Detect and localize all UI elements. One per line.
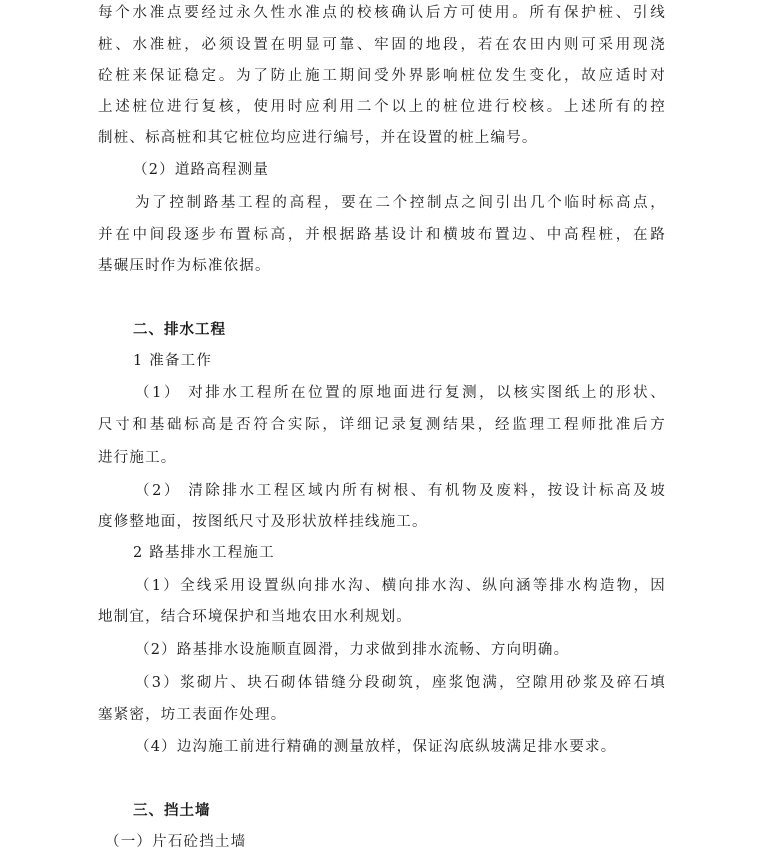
subsection-title: （2）道路高程测量 bbox=[133, 162, 270, 178]
subsection-title: （一）片石砼挡土墙 bbox=[105, 834, 247, 850]
paragraph-line: 砼桩来保证稳定。为了防止施工期间受外界影响桩位发生变化，故应适时对 bbox=[98, 68, 666, 84]
paragraph-line: （1） 对排水工程所在位置的原地面进行复测，以核实图纸上的形状、 bbox=[135, 385, 666, 401]
paragraph-line: 为了控制路基工程的高程，要在二个控制点之间引出几个临时标高点， bbox=[135, 195, 666, 211]
subsection-title: 1 准备工作 bbox=[133, 353, 213, 369]
section-heading: 二、排水工程 bbox=[133, 322, 226, 338]
paragraph-line: 尺寸和基础标高是否符合实际，详细记录复测结果，经监理工程师批准后方 bbox=[98, 417, 666, 433]
paragraph-line: 并在中间段逐步布置标高，并根据路基设计和横坡布置边、中高程桩，在路 bbox=[98, 227, 666, 243]
paragraph-line: 度修整地面，按图纸尺寸及形状放样挂线施工。 bbox=[98, 514, 428, 530]
paragraph-line: （1）全线采用设置纵向排水沟、横向排水沟、纵向涵等排水构造物，因 bbox=[135, 578, 666, 594]
subsection-title: 2 路基排水工程施工 bbox=[133, 545, 275, 561]
paragraph-line: （2） 清除排水工程区域内所有树根、有机物及废料，按设计标高及坡 bbox=[135, 483, 666, 499]
paragraph-line: 地制宜，结合环境保护和当地农田水利规划。 bbox=[98, 609, 412, 625]
paragraph-line: 桩、水准桩，必须设置在明显可靠、牢固的地段，若在农田内则可采用现浇 bbox=[98, 37, 666, 53]
section-heading: 三、挡土墙 bbox=[133, 803, 211, 819]
paragraph-line: 基碾压时作为标准依据。 bbox=[98, 258, 271, 274]
paragraph-line: （3）浆砌片、块石砌体错缝分段砌筑，座浆饱满，空隙用砂浆及碎石填 bbox=[135, 675, 666, 691]
paragraph-line: 制桩、标高桩和其它桩位均应进行编号，并在设置的桩上编号。 bbox=[98, 130, 538, 146]
paragraph-line: 进行施工。 bbox=[98, 450, 177, 466]
paragraph-line: （4）边沟施工前进行精确的测量放样，保证沟底纵坡满足排水要求。 bbox=[135, 739, 617, 755]
paragraph-line: 上述桩位进行复核，使用时应利用二个以上的桩位进行校核。上述所有的控 bbox=[98, 99, 666, 115]
paragraph-line: 每个水准点要经过永久性水准点的校核确认后方可使用。所有保护桩、引线 bbox=[98, 5, 666, 21]
paragraph-line: 塞紧密，坊工表面作处理。 bbox=[98, 707, 287, 723]
paragraph-line: （2）路基排水设施顺直圆滑，力求做到排水流畅、方向明确。 bbox=[135, 642, 570, 658]
